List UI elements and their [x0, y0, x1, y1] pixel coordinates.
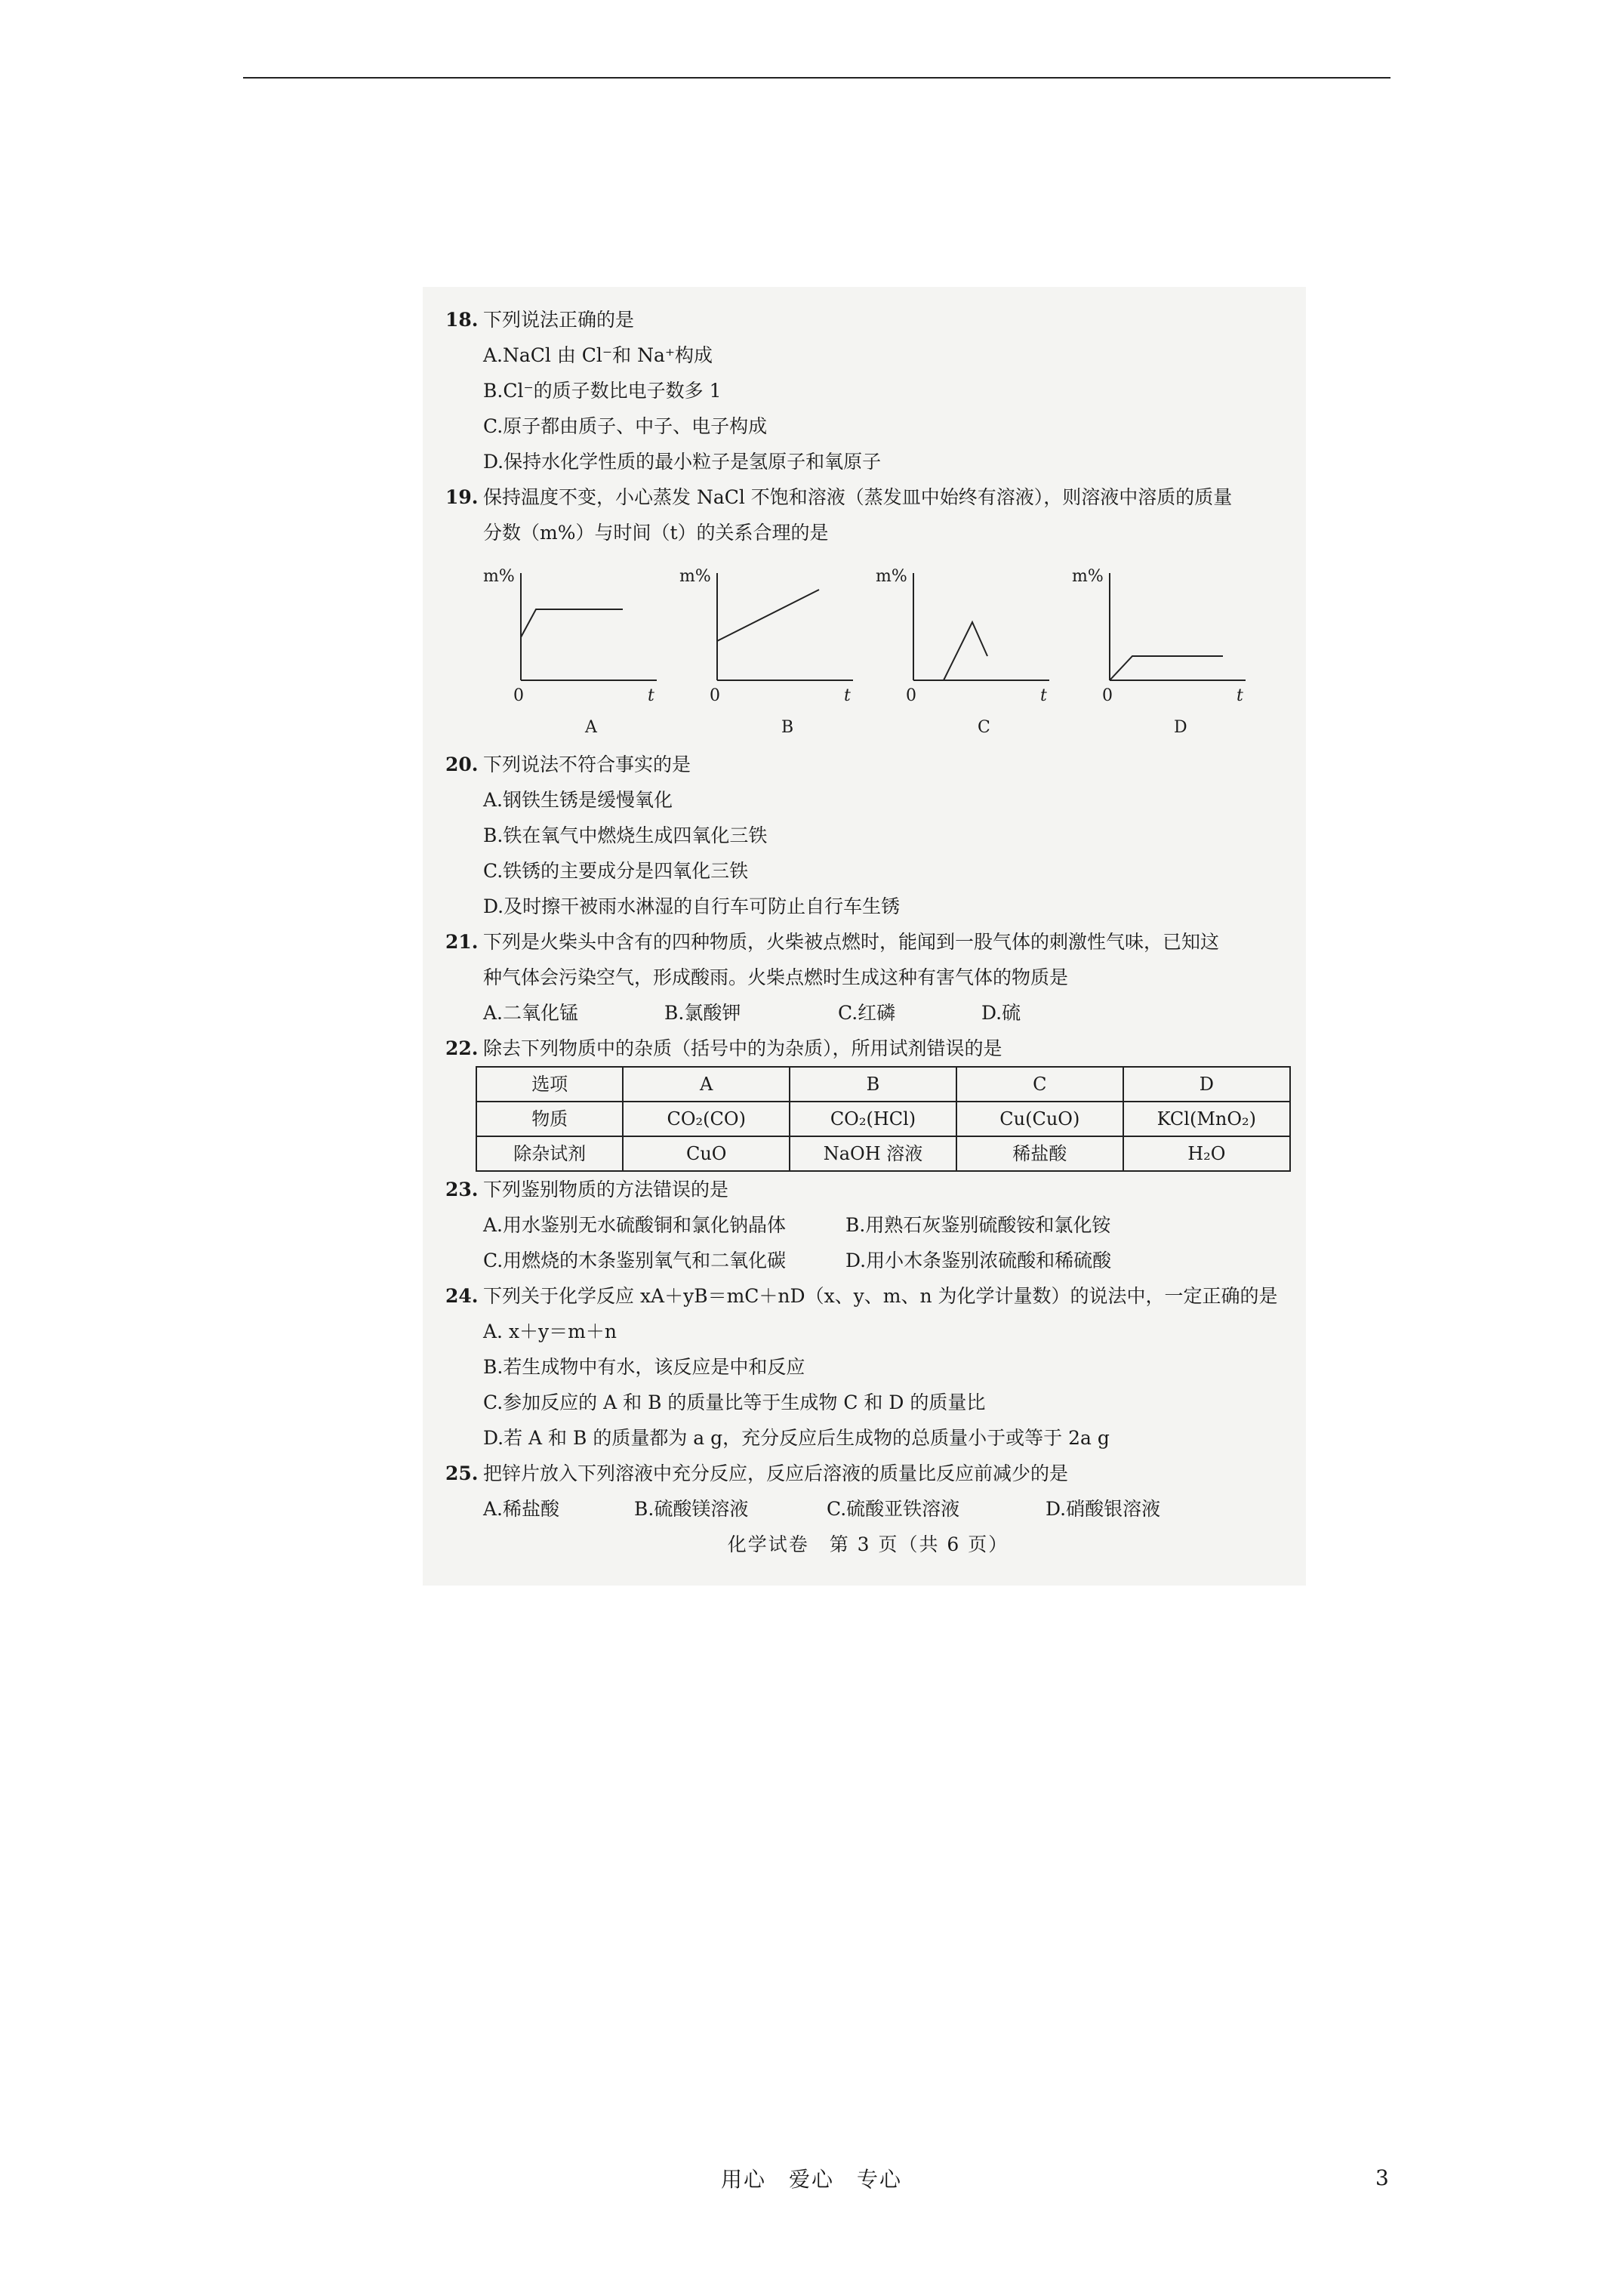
- option-a: A.NaCl 由 Cl⁻和 Na⁺构成: [483, 344, 713, 366]
- table-header-cell: A: [623, 1067, 790, 1102]
- table-header-row: [476, 1067, 1290, 1102]
- option-b: B.若生成物中有水，该反应是中和反应: [483, 1356, 805, 1378]
- question-stem: 下列说法正确的是: [483, 309, 635, 331]
- question-number: 23.: [445, 1179, 479, 1200]
- x-axis-label: t: [1236, 686, 1243, 705]
- curve: [1110, 656, 1223, 680]
- question-22: [445, 1031, 1291, 1066]
- graph-c: [868, 550, 1057, 739]
- question-18: [445, 302, 1291, 337]
- graph-d: [1064, 550, 1253, 739]
- options-row: [445, 1243, 1291, 1278]
- x-axis-label: t: [1040, 686, 1047, 705]
- origin-label: 0: [906, 686, 916, 705]
- question-24: [445, 1278, 1291, 1314]
- question-stem: 把锌片放入下列溶液中充分反应，反应后溶液的质量比反应前减少的是: [483, 1462, 1069, 1484]
- table-cell: 物质: [476, 1102, 623, 1136]
- option-c: C.硫酸亚铁溶液: [827, 1498, 960, 1520]
- option-d: D.若 A 和 B 的质量都为 a g，充分反应后生成物的总质量小于或等于 2a g: [483, 1427, 1110, 1449]
- table-row: [476, 1136, 1290, 1171]
- question-number: 24.: [445, 1285, 479, 1307]
- option-b: B.铁在氧气中燃烧生成四氧化三铁: [483, 824, 768, 846]
- question-stem: 下列说法不符合事实的是: [483, 754, 691, 775]
- origin-label: 0: [710, 686, 720, 705]
- graph-option-label: B: [781, 718, 794, 737]
- question-20: [445, 747, 1291, 782]
- question-stem: 下列鉴别物质的方法错误的是: [483, 1179, 729, 1200]
- y-axis-label: m%: [679, 567, 711, 586]
- page-number: 3: [1375, 2165, 1389, 2190]
- option-c: C.原子都由质子、中子、电子构成: [483, 415, 768, 437]
- option-d: D.用小木条鉴别浓硫酸和稀硫酸: [845, 1250, 1112, 1271]
- option-c: C.用燃烧的木条鉴别氧气和二氧化碳: [483, 1250, 787, 1271]
- option-a: A.钢铁生锈是缓慢氧化: [483, 789, 673, 811]
- question-19: [445, 479, 1291, 515]
- table-cell: Cu(CuO): [956, 1102, 1123, 1136]
- question-number: 25.: [445, 1462, 479, 1484]
- table-header-cell: 选项: [476, 1067, 623, 1102]
- table-cell: CO₂(CO): [623, 1102, 790, 1136]
- graph-option-label: C: [978, 718, 990, 737]
- x-axis-label: t: [844, 686, 851, 705]
- question-stem: 除去下列物质中的杂质（括号中的为杂质），所用试剂错误的是: [483, 1037, 1002, 1059]
- graph-option-label: A: [585, 718, 597, 737]
- question-number: 20.: [445, 754, 479, 775]
- option-d: D.硝酸银溶液: [1046, 1498, 1161, 1520]
- options-row: [445, 995, 1291, 1031]
- question-stem-continued: 分数（m%）与时间（t）的关系合理的是: [483, 522, 829, 544]
- table-cell: CO₂(HCl): [790, 1102, 956, 1136]
- table-cell: 除杂试剂: [476, 1136, 623, 1171]
- y-axis-label: m%: [876, 567, 907, 586]
- question-number: 18.: [445, 309, 479, 331]
- option-b: B.氯酸钾: [664, 1002, 741, 1024]
- question-number: 22.: [445, 1037, 479, 1059]
- curve: [521, 609, 623, 637]
- table-row: [476, 1102, 1290, 1136]
- y-axis-label: m%: [483, 567, 515, 586]
- options-row: [445, 1491, 1291, 1527]
- footer-motto: 用心 爱心 专心: [720, 2167, 902, 2192]
- origin-label: 0: [1102, 686, 1113, 705]
- question-stem: 下列是火柴头中含有的四种物质，火柴被点燃时，能闻到一股气体的刺激性气味，已知这: [483, 931, 1220, 953]
- graph-a: [476, 550, 664, 739]
- option-b: B.用熟石灰鉴别硫酸铵和氯化铵: [845, 1214, 1111, 1236]
- table-cell: NaOH 溶液: [790, 1136, 956, 1171]
- option-c: C.参加反应的 A 和 B 的质量比等于生成物 C 和 D 的质量比: [483, 1391, 986, 1413]
- question-23: [445, 1172, 1291, 1207]
- option-b: B.Cl⁻的质子数比电子数多 1: [483, 380, 722, 402]
- table-cell: KCl(MnO₂): [1123, 1102, 1290, 1136]
- x-axis-label: t: [648, 686, 654, 705]
- option-d: D.硫: [981, 1002, 1021, 1024]
- option-c: C.红磷: [838, 1002, 896, 1024]
- table-cell: 稀盐酸: [956, 1136, 1123, 1171]
- table-header-cell: D: [1123, 1067, 1290, 1102]
- option-c: C.铁锈的主要成分是四氧化三铁: [483, 860, 749, 882]
- table-header-cell: C: [956, 1067, 1123, 1102]
- curve: [944, 622, 987, 680]
- question-stem: 保持温度不变，小心蒸发 NaCl 不饱和溶液（蒸发皿中始终有溶液），则溶液中溶质的质量: [483, 486, 1233, 508]
- question-25: [445, 1456, 1291, 1491]
- option-d: D.及时擦干被雨水淋湿的自行车可防止自行车生锈: [483, 895, 901, 917]
- question-stem: 下列关于化学反应 xA＋yB＝mC＋nD（x、y、m、n 为化学计量数）的说法中，一定正确的是: [483, 1285, 1278, 1307]
- option-b: B.硫酸镁溶液: [634, 1498, 749, 1520]
- table-header-cell: B: [790, 1067, 956, 1102]
- option-a: A.二氧化锰: [483, 1002, 579, 1024]
- exam-page-caption: 化学试卷 第 3 页（共 6 页）: [727, 1533, 1009, 1555]
- exam-content: [445, 302, 1291, 1562]
- header-rule: [243, 77, 1390, 79]
- option-a: A.用水鉴别无水硫酸铜和氯化钠晶体: [483, 1214, 787, 1236]
- curve: [717, 590, 819, 641]
- question-21: [445, 924, 1291, 960]
- question-stem-continued: 种气体会污染空气，形成酸雨。火柴点燃时生成这种有害气体的物质是: [483, 966, 1069, 988]
- option-a: A.稀盐酸: [483, 1498, 560, 1520]
- graph-option-label: D: [1174, 718, 1187, 737]
- option-a: A. x＋y＝m＋n: [483, 1321, 617, 1342]
- table-cell: H₂O: [1123, 1136, 1290, 1171]
- option-d: D.保持水化学性质的最小粒子是氢原子和氧原子: [483, 451, 882, 473]
- question-number: 19.: [445, 486, 479, 508]
- reagent-table: [476, 1066, 1291, 1172]
- graph-options: [476, 550, 1291, 747]
- question-number: 21.: [445, 931, 479, 953]
- y-axis-label: m%: [1072, 567, 1104, 586]
- graph-b: [672, 550, 861, 739]
- origin-label: 0: [513, 686, 524, 705]
- options-row: [445, 1207, 1291, 1243]
- table-cell: CuO: [623, 1136, 790, 1171]
